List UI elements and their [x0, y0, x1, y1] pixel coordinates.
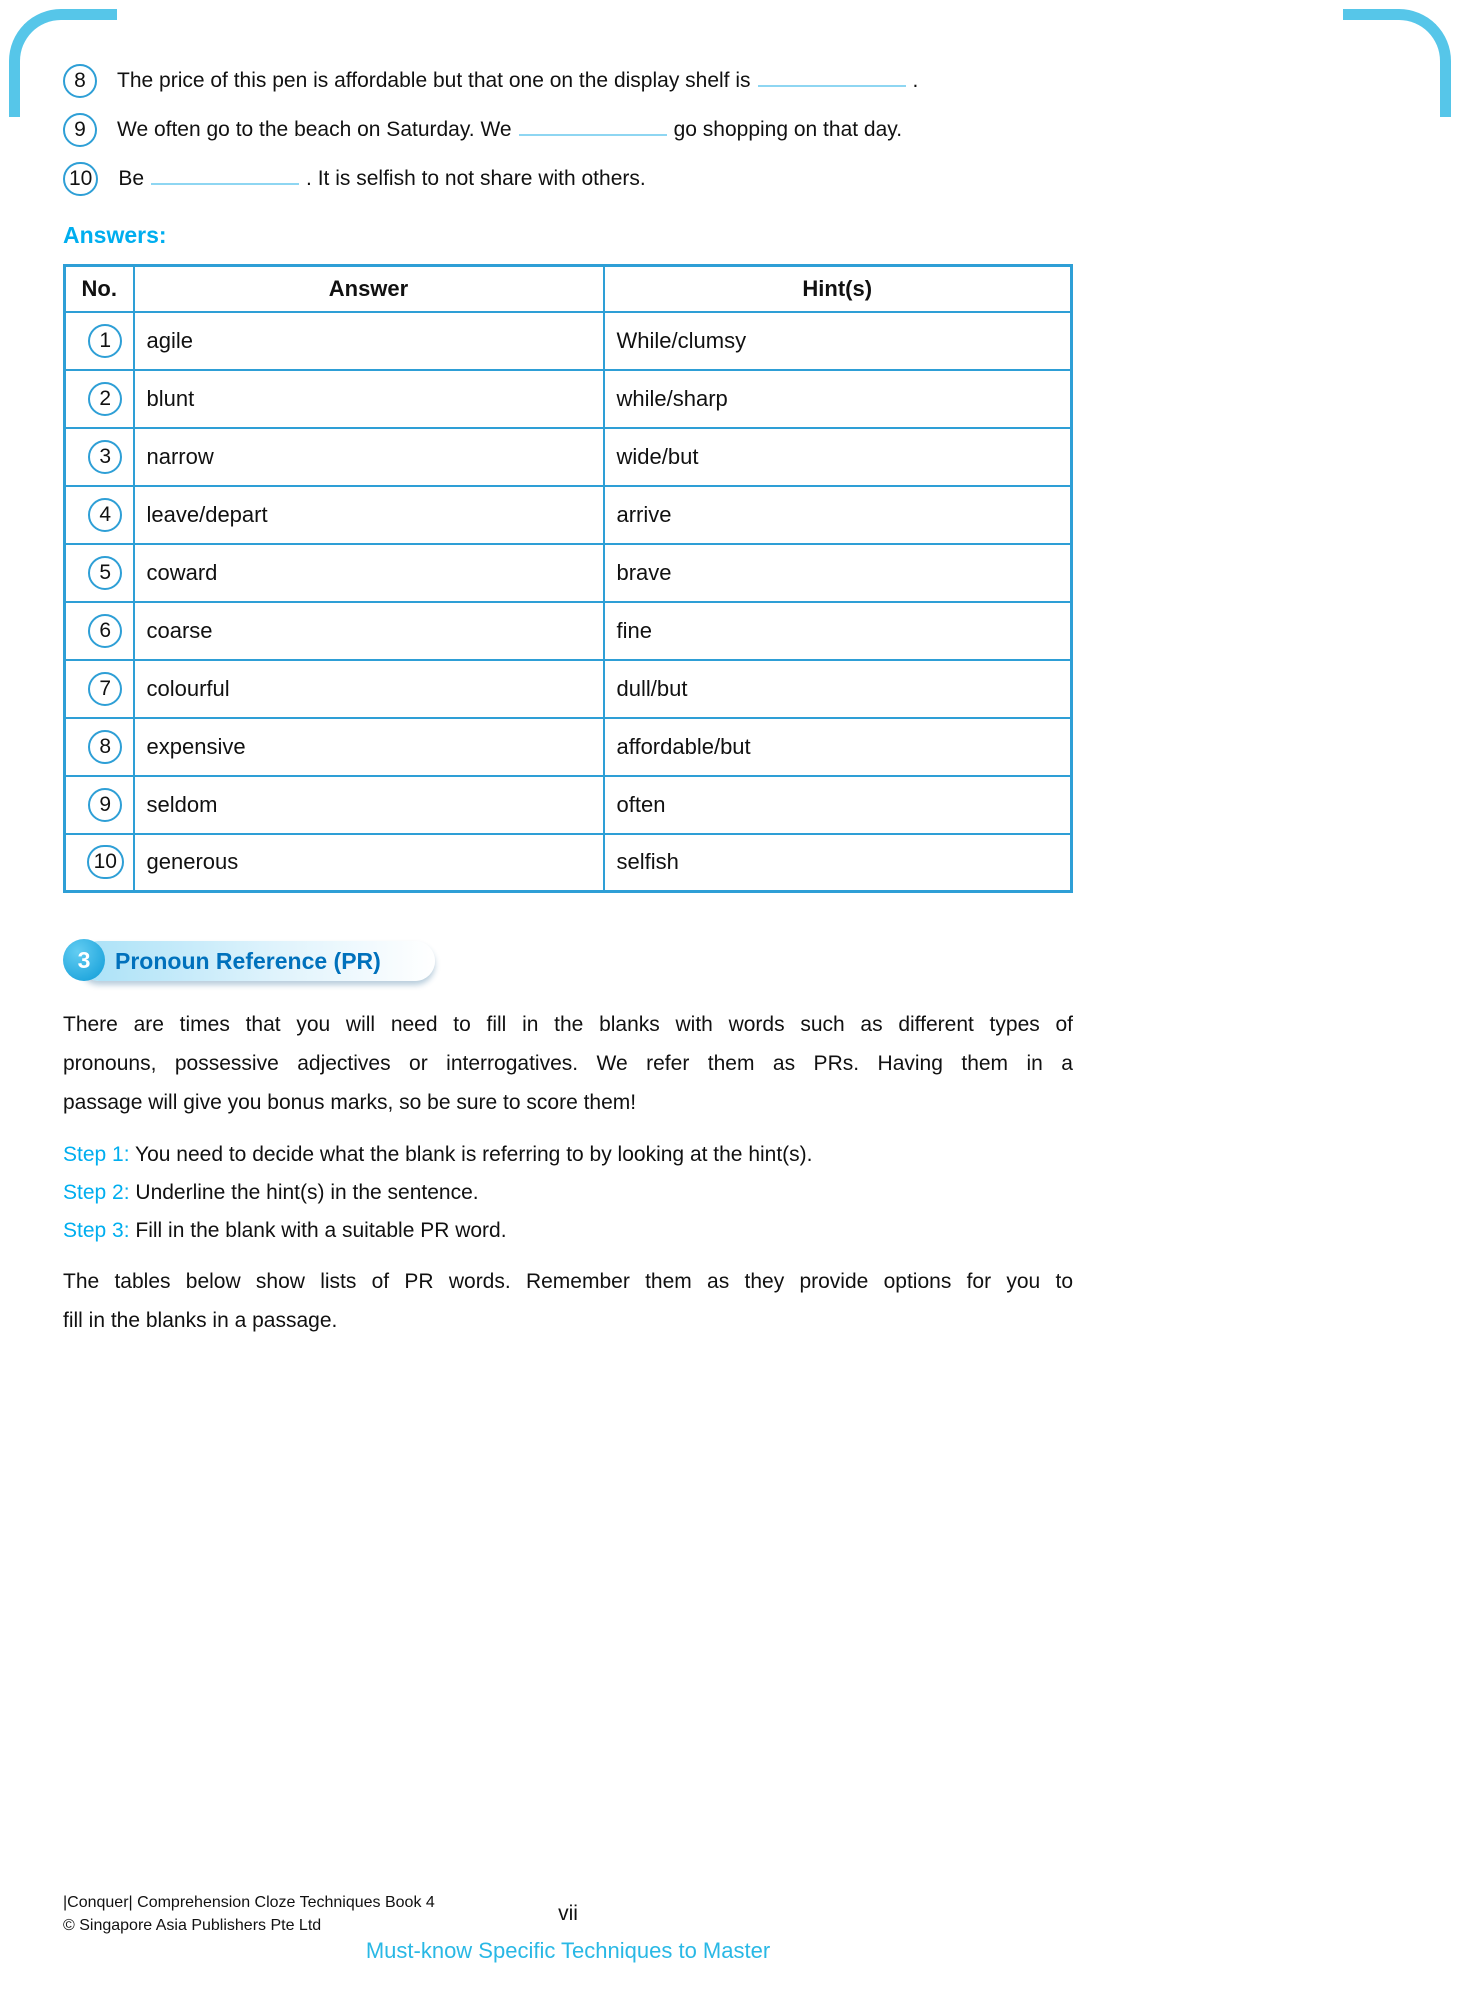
question-item [63, 64, 1073, 98]
question-number-badge [63, 64, 97, 98]
table-header-row [65, 266, 1072, 312]
row-number-cell [65, 660, 134, 718]
question-item [63, 162, 1073, 196]
table-row [65, 602, 1072, 660]
table-row [65, 776, 1072, 834]
step-label: Step 3: [63, 1219, 130, 1242]
paragraph-line: The tables below show lists of PR words. Remember them as they provide options for you to [63, 1270, 1073, 1293]
question-number: 8 [74, 69, 86, 92]
hint-cell: While/clumsy [604, 312, 1072, 370]
row-number-cell [65, 834, 134, 892]
answer-cell: coward [134, 544, 604, 602]
step-item [63, 1174, 1073, 1212]
answer-cell: coarse [134, 602, 604, 660]
row-number-badge [88, 672, 122, 706]
row-number-cell [65, 312, 134, 370]
table-header-no: No. [65, 266, 134, 312]
footer-tagline: Must-know Specific Techniques to Master [365, 1938, 771, 1963]
row-number-cell [65, 544, 134, 602]
row-number: 2 [99, 386, 112, 410]
table-row [65, 312, 1072, 370]
table-header-answer: Answer [134, 266, 604, 312]
row-number: 4 [99, 502, 112, 526]
row-number: 10 [93, 850, 117, 874]
row-number-cell [65, 428, 134, 486]
row-number-badge [88, 382, 122, 416]
steps-list [63, 1136, 1073, 1250]
question-text-post: . [912, 69, 919, 92]
row-number-badge [88, 324, 122, 358]
hint-cell: wide/but [604, 428, 1072, 486]
answer-blank [519, 118, 667, 136]
step-text: You need to decide what the blank is referring to by looking at the hint(s). [129, 1143, 813, 1166]
paragraph-line: pronouns, possessive adjectives or interrogatives. We refer them as PRs. Having them in a [63, 1052, 1073, 1075]
row-number: 6 [99, 618, 112, 642]
answers-heading: Answers: [63, 222, 167, 248]
answer-cell: colourful [134, 660, 604, 718]
table-row [65, 718, 1072, 776]
table-row [65, 428, 1072, 486]
outro-paragraph [63, 1262, 1073, 1340]
section-title-pill [79, 941, 435, 981]
section-title: Pronoun Reference (PR) [115, 948, 381, 974]
row-number-cell [65, 486, 134, 544]
question-text-pre: We often go to the beach on Saturday. We [117, 118, 512, 141]
intro-paragraph [63, 1005, 1073, 1122]
hint-cell: fine [604, 602, 1072, 660]
question-number-badge [63, 113, 97, 147]
section-number-badge: 3 [63, 939, 105, 981]
answer-cell: narrow [134, 428, 604, 486]
step-item [63, 1136, 1073, 1174]
row-number-badge [88, 614, 122, 648]
answer-cell: agile [134, 312, 604, 370]
hint-cell: brave [604, 544, 1072, 602]
hint-cell: arrive [604, 486, 1072, 544]
step-label: Step 2: [63, 1181, 130, 1204]
step-label: Step 1: [63, 1143, 130, 1166]
row-number: 7 [99, 676, 112, 700]
row-number: 1 [99, 328, 112, 352]
answer-cell: seldom [134, 776, 604, 834]
question-item [63, 113, 1073, 147]
question-number-badge [63, 162, 98, 196]
answer-cell: expensive [134, 718, 604, 776]
question-text [117, 64, 918, 98]
answer-cell: generous [134, 834, 604, 892]
answer-blank [151, 167, 299, 185]
table-row [65, 834, 1072, 892]
content-column [63, 0, 1073, 1340]
hint-cell: affordable/but [604, 718, 1072, 776]
question-number: 9 [74, 118, 86, 141]
hint-cell: dull/but [604, 660, 1072, 718]
step-text: Fill in the blank with a suitable PR word. [129, 1219, 507, 1242]
hint-cell: selfish [604, 834, 1072, 892]
row-number-badge [88, 440, 122, 474]
answer-cell: leave/depart [134, 486, 604, 544]
answer-blank [758, 69, 906, 87]
row-number-badge [88, 498, 122, 532]
row-number: 3 [99, 444, 112, 468]
row-number: 8 [99, 734, 112, 758]
row-number-cell [65, 776, 134, 834]
footer-book-title: |Conquer| Comprehension Cloze Techniques Book 4 [63, 1894, 435, 1911]
row-number-badge [88, 730, 122, 764]
answers-table [63, 264, 1073, 893]
paragraph-line: There are times that you will need to fill in the blanks with words such as different types of [63, 1013, 1073, 1036]
section-heading [63, 939, 1073, 983]
answer-cell: blunt [134, 370, 604, 428]
corner-decoration-top-right [1343, 9, 1451, 117]
row-number-badge [88, 788, 122, 822]
question-text-pre: The price of this pen is affordable but that one on the display shelf is [117, 69, 751, 92]
table-row [65, 370, 1072, 428]
step-item [63, 1212, 1073, 1250]
page-number: vii [558, 1902, 578, 1925]
question-text-post: . It is selfish to not share with others. [306, 167, 646, 190]
row-number-cell [65, 370, 134, 428]
row-number-cell [65, 602, 134, 660]
paragraph-line: passage will give you bonus marks, so be sure to score them! [63, 1091, 637, 1114]
question-text [118, 162, 645, 196]
question-number: 10 [69, 167, 93, 190]
question-text-pre: Be [118, 167, 145, 190]
row-number-badge [88, 556, 122, 590]
row-number-badge [87, 845, 124, 879]
table-row [65, 544, 1072, 602]
row-number: 9 [99, 792, 112, 816]
table-row [65, 660, 1072, 718]
table-row [65, 486, 1072, 544]
step-text: Underline the hint(s) in the sentence. [129, 1181, 479, 1204]
footer-publisher: © Singapore Asia Publishers Pte Ltd [63, 1917, 322, 1934]
hint-cell: while/sharp [604, 370, 1072, 428]
row-number: 5 [99, 560, 112, 584]
paragraph-line: fill in the blanks in a passage. [63, 1309, 338, 1332]
question-text [117, 113, 902, 147]
hint-cell: often [604, 776, 1072, 834]
table-header-hints: Hint(s) [604, 266, 1072, 312]
question-text-post: go shopping on that day. [673, 118, 903, 141]
row-number-cell [65, 718, 134, 776]
